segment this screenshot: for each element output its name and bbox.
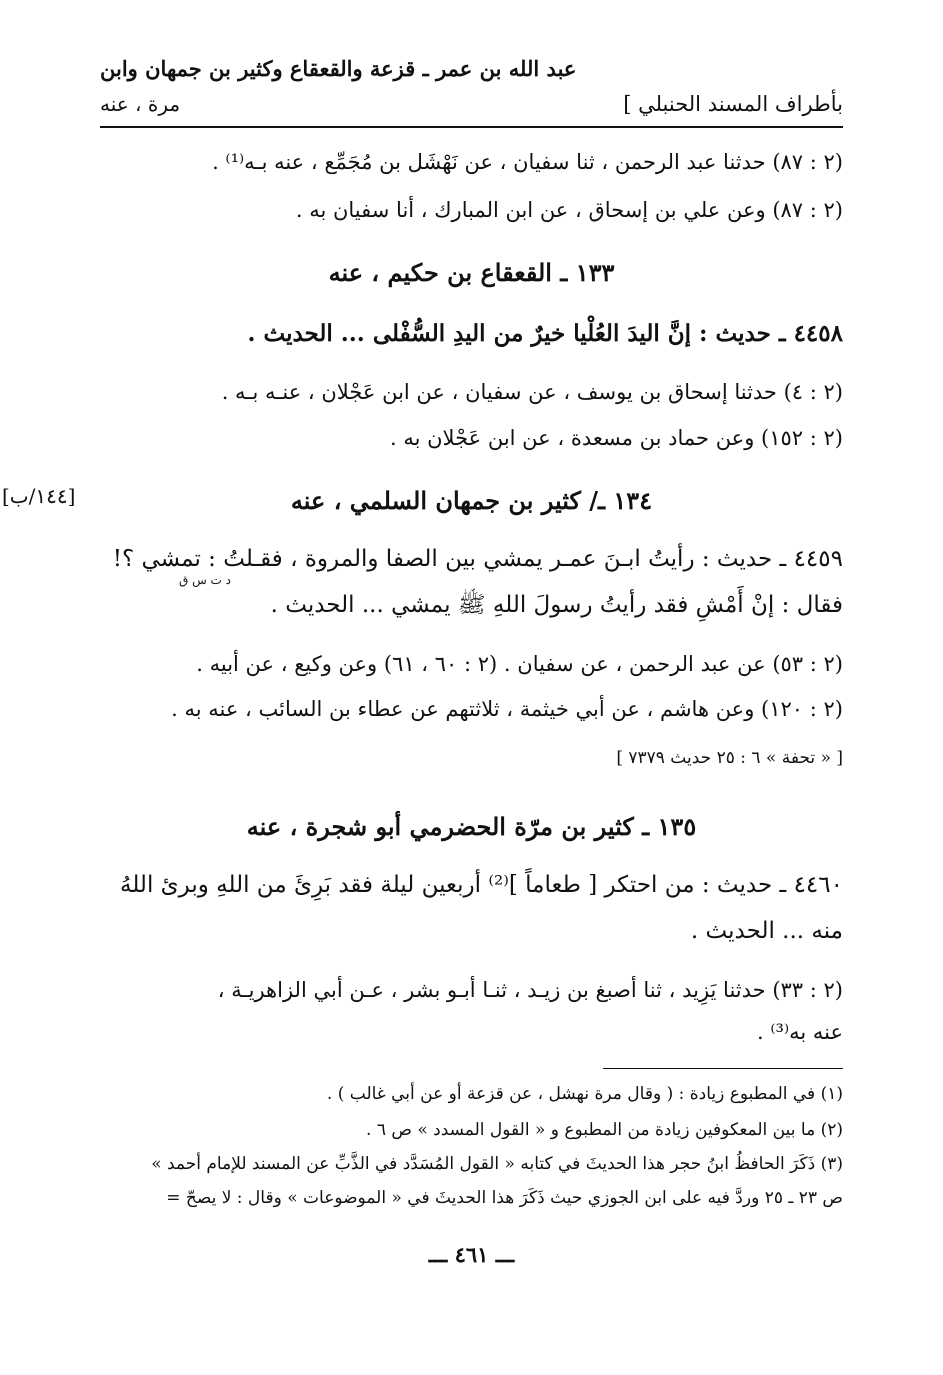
section-heading-135: ١٣٥ ـ كثير بن مرّة الحضرمي أبو شجرة ، عنه [246,812,697,841]
isnad-line: (٢ : ٥٣) عن عبد الرحمن ، عن سفيان . (٢ : ٦٠ ، ٦١) وعن وكيع ، عن أبيه . [196,652,843,676]
running-header-subject-cont: مرة ، عنه [100,92,181,116]
hadith-4458-text: ٤٤٥٨ ـ حديث : إنَّ اليدَ العُلْيا خيرٌ من اليدِ السُّفْلى ... الحديث . [247,320,843,347]
collection-sigla: د ت س ق [178,573,231,587]
hadith-4458 [100,320,843,347]
hadith-4459-line2: فقال : إنْ أَمْشِ فقد رأيتُ رسولَ اللهِ ﷺ يمشي ... الحديث . [270,592,843,618]
hadith-4459-line1: ٤٤٥٩ ـ حديث : رأيتُ ابـنَ عمـر يمشي بين الصفا والمروة ، فقـلتُ : تمشي ؟! [112,546,843,572]
footnote-3: (٣) ذَكَرَ الحافظُ ابنُ حجر هذا الحديثَ في كتابه « القول المُسَدَّد في الذَّبِّ عن المسند للإمام أحمد » [151,1154,843,1174]
isnad-line: عنه به⁽³⁾ . [757,1020,843,1044]
isnad-line: (٢ : ١٥٢) وعن حماد بن مسعدة ، عن ابن عَجْلان به . [390,426,843,450]
section-heading-134: ١٣٤ ـ/ كثير بن جمهان السلمي ، عنه [290,486,653,515]
isnad-line: (٢ : ٨٧) حدثنا عبد الرحمن ، ثنا سفيان ، عن نَهْشَل بن مُجَمِّع ، عنه بـه⁽¹⁾ . [212,150,843,174]
footnote-2: (٢) ما بين المعكوفين زيادة من المطبوع و « القول المسدد » ص ٦ . [366,1120,843,1140]
footnote-rule [603,1068,843,1069]
section-heading-133: ١٣٣ ـ القعقاع بن حكيم ، عنه [328,258,615,287]
footnote-1: (١) في المطبوع زيادة : ( وقال مرة نهشل ، عن قزعة أو عن أبي غالب ) . [326,1084,843,1104]
header-rule [100,126,843,128]
hadith-4460-line2: منه ... الحديث . [690,918,843,944]
running-header-title: بأطراف المسند الحنبلي ] [623,92,843,116]
footnote-3-cont: ص ٢٣ ـ ٢٥ وردَّ فيه على ابن الجوزي حيث ذَكَرَ هذا الحديثَ في « الموضوعات » وقال : لا يصحّ = [166,1188,843,1208]
isnad-line: (٢ : ٨٧) وعن علي بن إسحاق ، عن ابن المبارك ، أنا سفيان به . [295,198,843,222]
running-header-subject: عبد الله بن عمر ـ قزعة والقعقاع وكثير بن جمهان وابن [100,56,577,81]
isnad-line: (٢ : ٣٣) حدثنا يَزِيد ، ثنا أصبغ بن زيـد ، ثنـا أبـو بشر ، عـن أبي الزاهريـة ، [217,978,843,1002]
manuscript-folio-marker: [١٤٤/ب] [2,484,76,508]
hadith-4460-line1: ٤٤٦٠ ـ حديث : من احتكر [ طعاماً ]⁽²⁾ أربعين ليلة فقد بَرِئَ من اللهِ وبرئ اللهُ [119,872,843,898]
page-number: ـــ ٤٦١ ـــ [428,1242,515,1267]
tuhfa-reference: [ « تحفة » ٦ : ٢٥ حديث ٧٣٧٩ ] [616,748,843,768]
isnad-line: (٢ : ٤) حدثنا إسحاق بن يوسف ، عن سفيان ، عن ابن عَجْلان ، عنـه بـه . [221,380,843,404]
isnad-line: (٢ : ١٢٠) وعن هاشم ، عن أبي خيثمة ، ثلاثتهم عن عطاء بن السائب ، عنه به . [171,697,843,721]
